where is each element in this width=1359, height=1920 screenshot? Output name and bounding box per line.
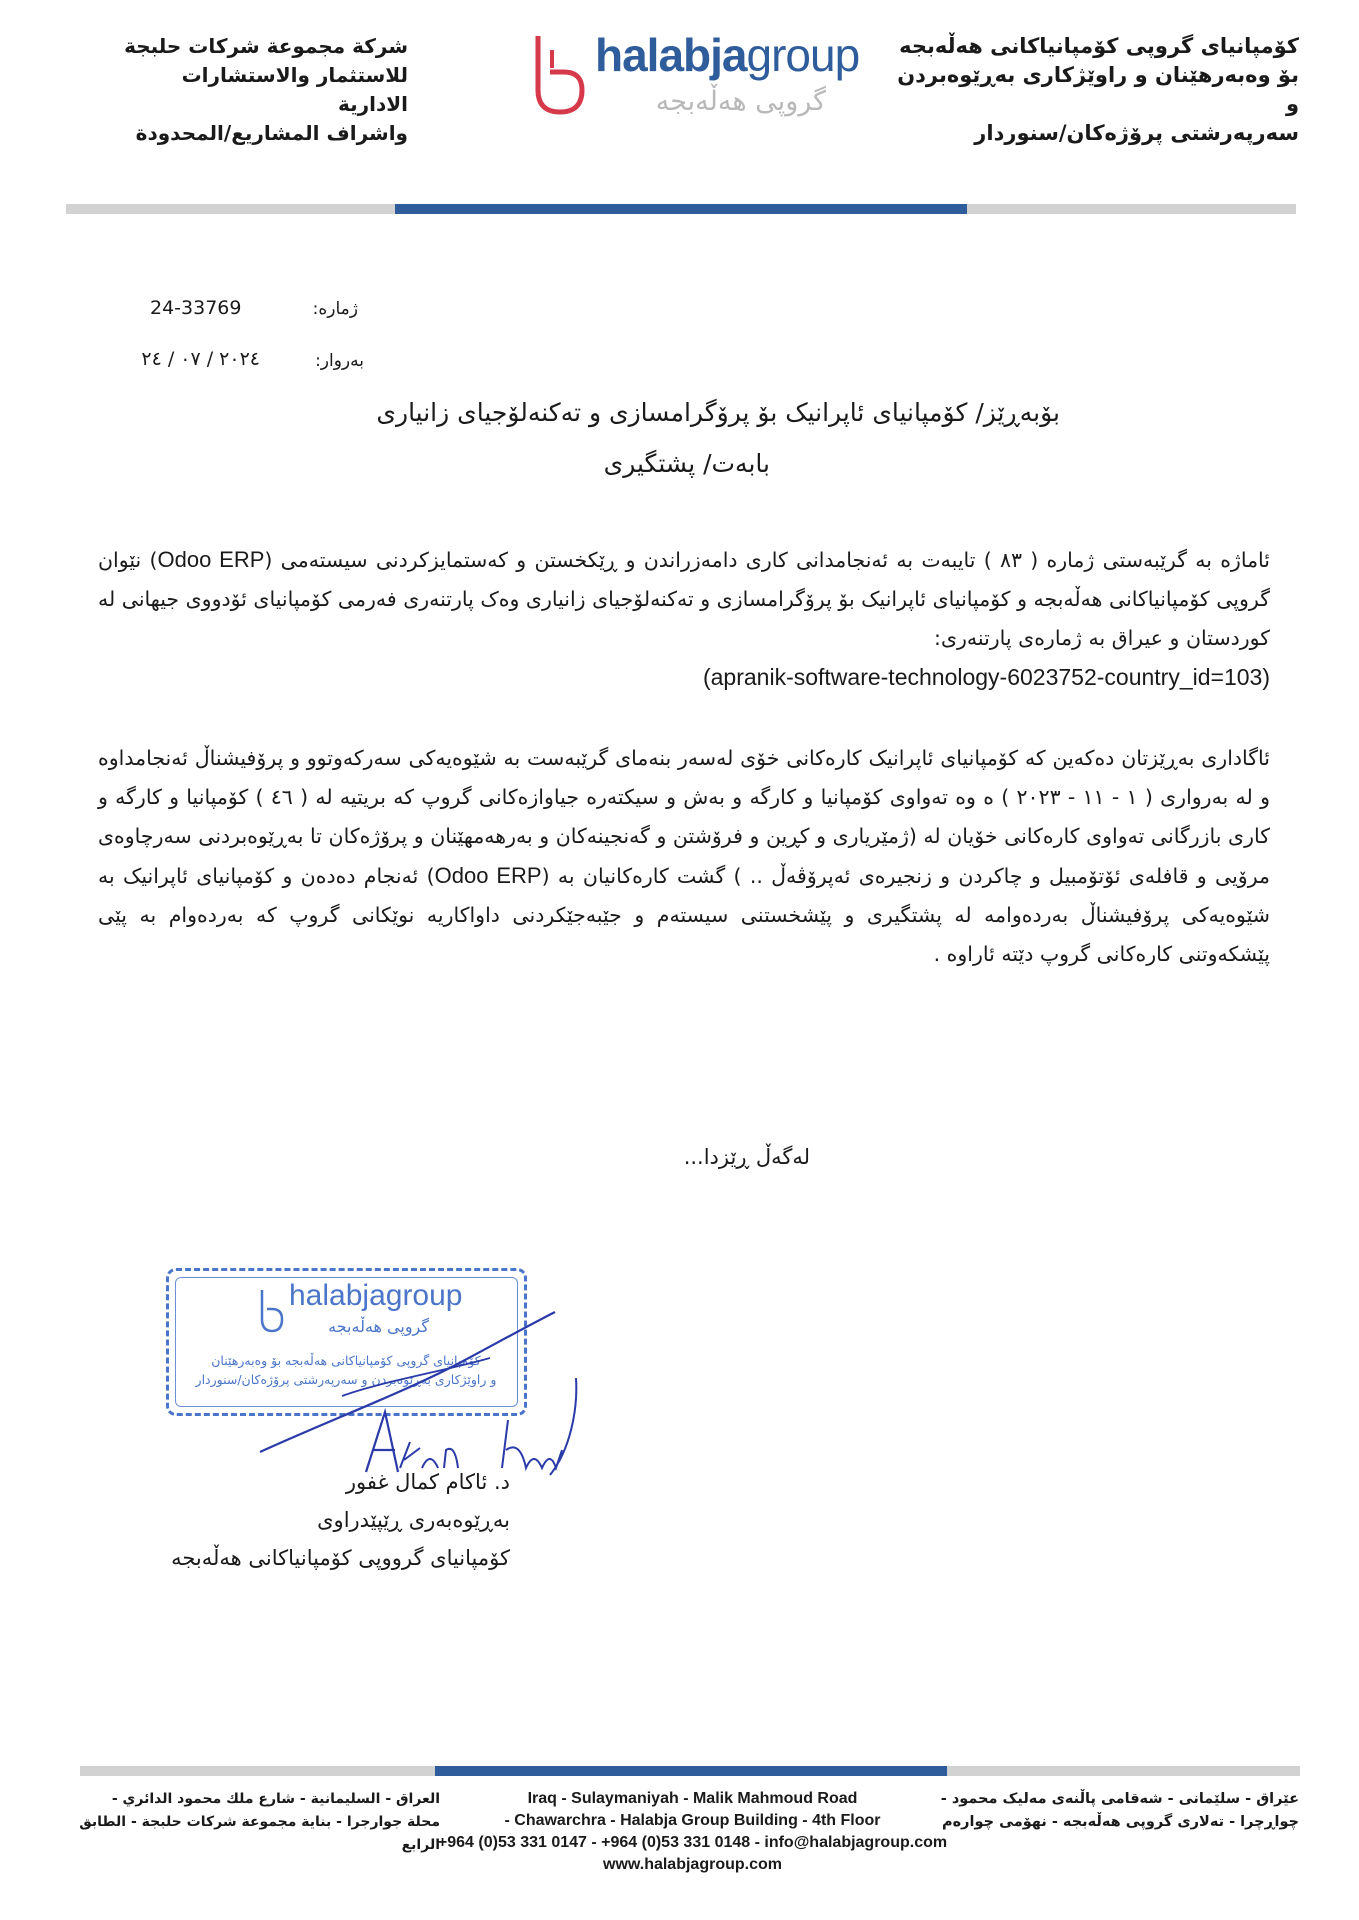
paragraph-notice xyxy=(98,739,1270,974)
footer-ar-line: العراق - السليمانية - شارع ملك محمود الدائري - xyxy=(111,1791,440,1807)
stamp-kurdish-wordmark: گروپی هەڵەبجە xyxy=(328,1317,429,1336)
addressee: بۆبەڕێز/ کۆمپانیای ئاپرانیک بۆ پرۆگرامسازی و تەکنەلۆجیای زانیاری xyxy=(376,398,1060,427)
footer-address-kurdish xyxy=(939,1788,1299,1834)
handwritten-signature xyxy=(250,1300,590,1480)
company-name-ku-line: سەرپەرشتی پرۆژەکان/سنوردار xyxy=(974,121,1299,145)
partner-id: (apranik-software-technology-6023752-country_id=103) xyxy=(702,664,1270,690)
company-name-ku-line: کۆمپانیای گروپی کۆمپانیاکانی هەڵەبجە xyxy=(899,34,1299,58)
number-label: ژمارە: xyxy=(312,299,358,319)
header-divider-accent xyxy=(395,204,967,214)
paragraph-text: ئاماژە بە گرێبەستی ژمارە ( ٨٣ ) تایبەت بە ئەنجامدانی کاری دامەزراندن و ڕێکخستن و کەستمایزکردنی سیستەمی ( xyxy=(264,548,1271,572)
company-name-ar-line: واشراف المشاريع/المحدودة xyxy=(135,121,408,145)
erp-name: Odoo ERP xyxy=(434,863,542,888)
footer-contact-line: +964 (0)53 331 0147 - +964 (0)53 331 0148 - info@halabjagroup.com xyxy=(437,1834,948,1851)
signatory-title: بەڕێوەبەری ڕێپێدراوی xyxy=(317,1508,510,1532)
footer-ku-line: عێراق - سلێمانی - شەقامی پاڵنەی مەلیک محمود - xyxy=(940,1791,1299,1807)
subject: بابەت/ پشتگیری xyxy=(603,449,770,478)
signatory-block xyxy=(100,1463,510,1577)
footer-en-line: Iraq - Sulaymaniyah - Malik Mahmoud Road xyxy=(527,1790,858,1807)
halabja-logo-icon xyxy=(530,28,600,118)
date-label: بەروار: xyxy=(315,351,364,371)
paragraph-text: ) نێوان گروپی کۆمپانیاکانی هەڵەبجە و کۆمپانیای ئاپرانیک بۆ پرۆگرامسازی و تەکنەلۆجیای زانیاری وەک پارتنەری فەرمی کۆمپانیای ئۆدووی جیهانی لە کوردستان و عیراق بە ژمارەی پارتنەری: xyxy=(98,548,1270,650)
footer-ar-line: محلة جوارجرا - بناية مجموعة شركات حلبجة - الطابق الرابع xyxy=(79,1814,440,1853)
company-name-ar-line: للاستثمار والاستشارات الادارية xyxy=(181,63,408,116)
date-value: ٢٠٢٤ / ٠٧ / ٢٤ xyxy=(141,348,260,370)
paragraph-text: ) ئەنجام دەدەن و کۆمپانیای ئاپرانیک بە شێوەیەکی پرۆفیشناڵ بەردەوامە لە پشتگیری و پێشخستنی سیستەم و جێبەجێکردنی داواکاریە نوێکانی گروپ کە بەردەوام بە پێی پێشکەوتنی کارەکانی گروپ دێتە ئاراوە . xyxy=(98,864,1270,966)
logo-kurdish-wordmark: گروپی هەڵەبجە xyxy=(655,86,826,117)
erp-name: Odoo ERP xyxy=(157,547,265,572)
paragraph-contract xyxy=(98,540,1270,697)
footer-divider-accent xyxy=(435,1766,947,1776)
footer-address-english xyxy=(420,1788,965,1876)
company-name-kurdish xyxy=(879,32,1299,148)
footer-address-arabic xyxy=(70,1788,440,1857)
company-name-ar-line: شركة مجموعة شركات حلبجة xyxy=(124,34,408,58)
signatory-organization: کۆمپانیای گرووپی کۆمپانیاکانی هەڵەبجە xyxy=(171,1546,510,1570)
stamp-wordmark: halabjagroup xyxy=(289,1279,463,1312)
number-value: 24-33769 xyxy=(150,297,242,319)
closing-regards: لەگەڵ ڕێزدا... xyxy=(683,1145,810,1169)
company-name-arabic xyxy=(108,32,408,148)
footer-website: www.halabjagroup.com xyxy=(603,1856,782,1873)
footer-en-line: - Chawarchra - Halabja Group Building - 4th Floor xyxy=(504,1812,881,1829)
signatory-name: د. ئاکام کمال غفور xyxy=(345,1470,510,1494)
stamp-text: و راوێژکاری بەڕێوەبردن و سەرپەرشتی پرۆژەکان/سنوردار xyxy=(195,1372,497,1387)
paragraph-text: ئاگاداری بەڕێزتان دەکەین کە کۆمپانیای ئاپرانیک کارەکانی خۆی لەسەر بنەمای گرێبەست بە شێوەیەکی سەرکەوتوو و پرۆفیشناڵ ئەنجامداوە و لە بەرواری ( ١ - ١١ - ٢٠٢٣ ) ە وە تەواوی کۆمپانیا و کارگە و بەش و سیکتەرە جیاوازەکانی گروپ کە بریتیە لە ( ٤٦ ) کۆمپانیا و کارگە و کاری بازرگانی تەواوی کارەکانی خۆیان لە (ژمێریاری و کڕین و فرۆشتن و گەنجینەکان و بەرهەمهێنان و پرۆژەکان تا بەڕێوەبردنی سەرچاوەی مرۆیی و قافلەی ئۆتۆمبیل و چاکردن و زنجیرەی ئەپرۆڤەڵ .. ) گشت کارەکانیان بە ( xyxy=(98,746,1270,888)
logo-wordmark: halabjagroup xyxy=(595,29,860,81)
company-name-ku-line: بۆ وەبەرهێنان و راوێژکاری بەڕێوەبردن و xyxy=(897,63,1299,116)
footer-ku-line: چواڕچرا - تەلاری گروپی هەڵەبجە - نهۆمی چوارەم xyxy=(941,1814,1299,1830)
stamp-text: کۆمپانیای گروپی کۆمپانیاکانی هەڵەبجە بۆ وەبەرهێنان xyxy=(211,1353,481,1368)
